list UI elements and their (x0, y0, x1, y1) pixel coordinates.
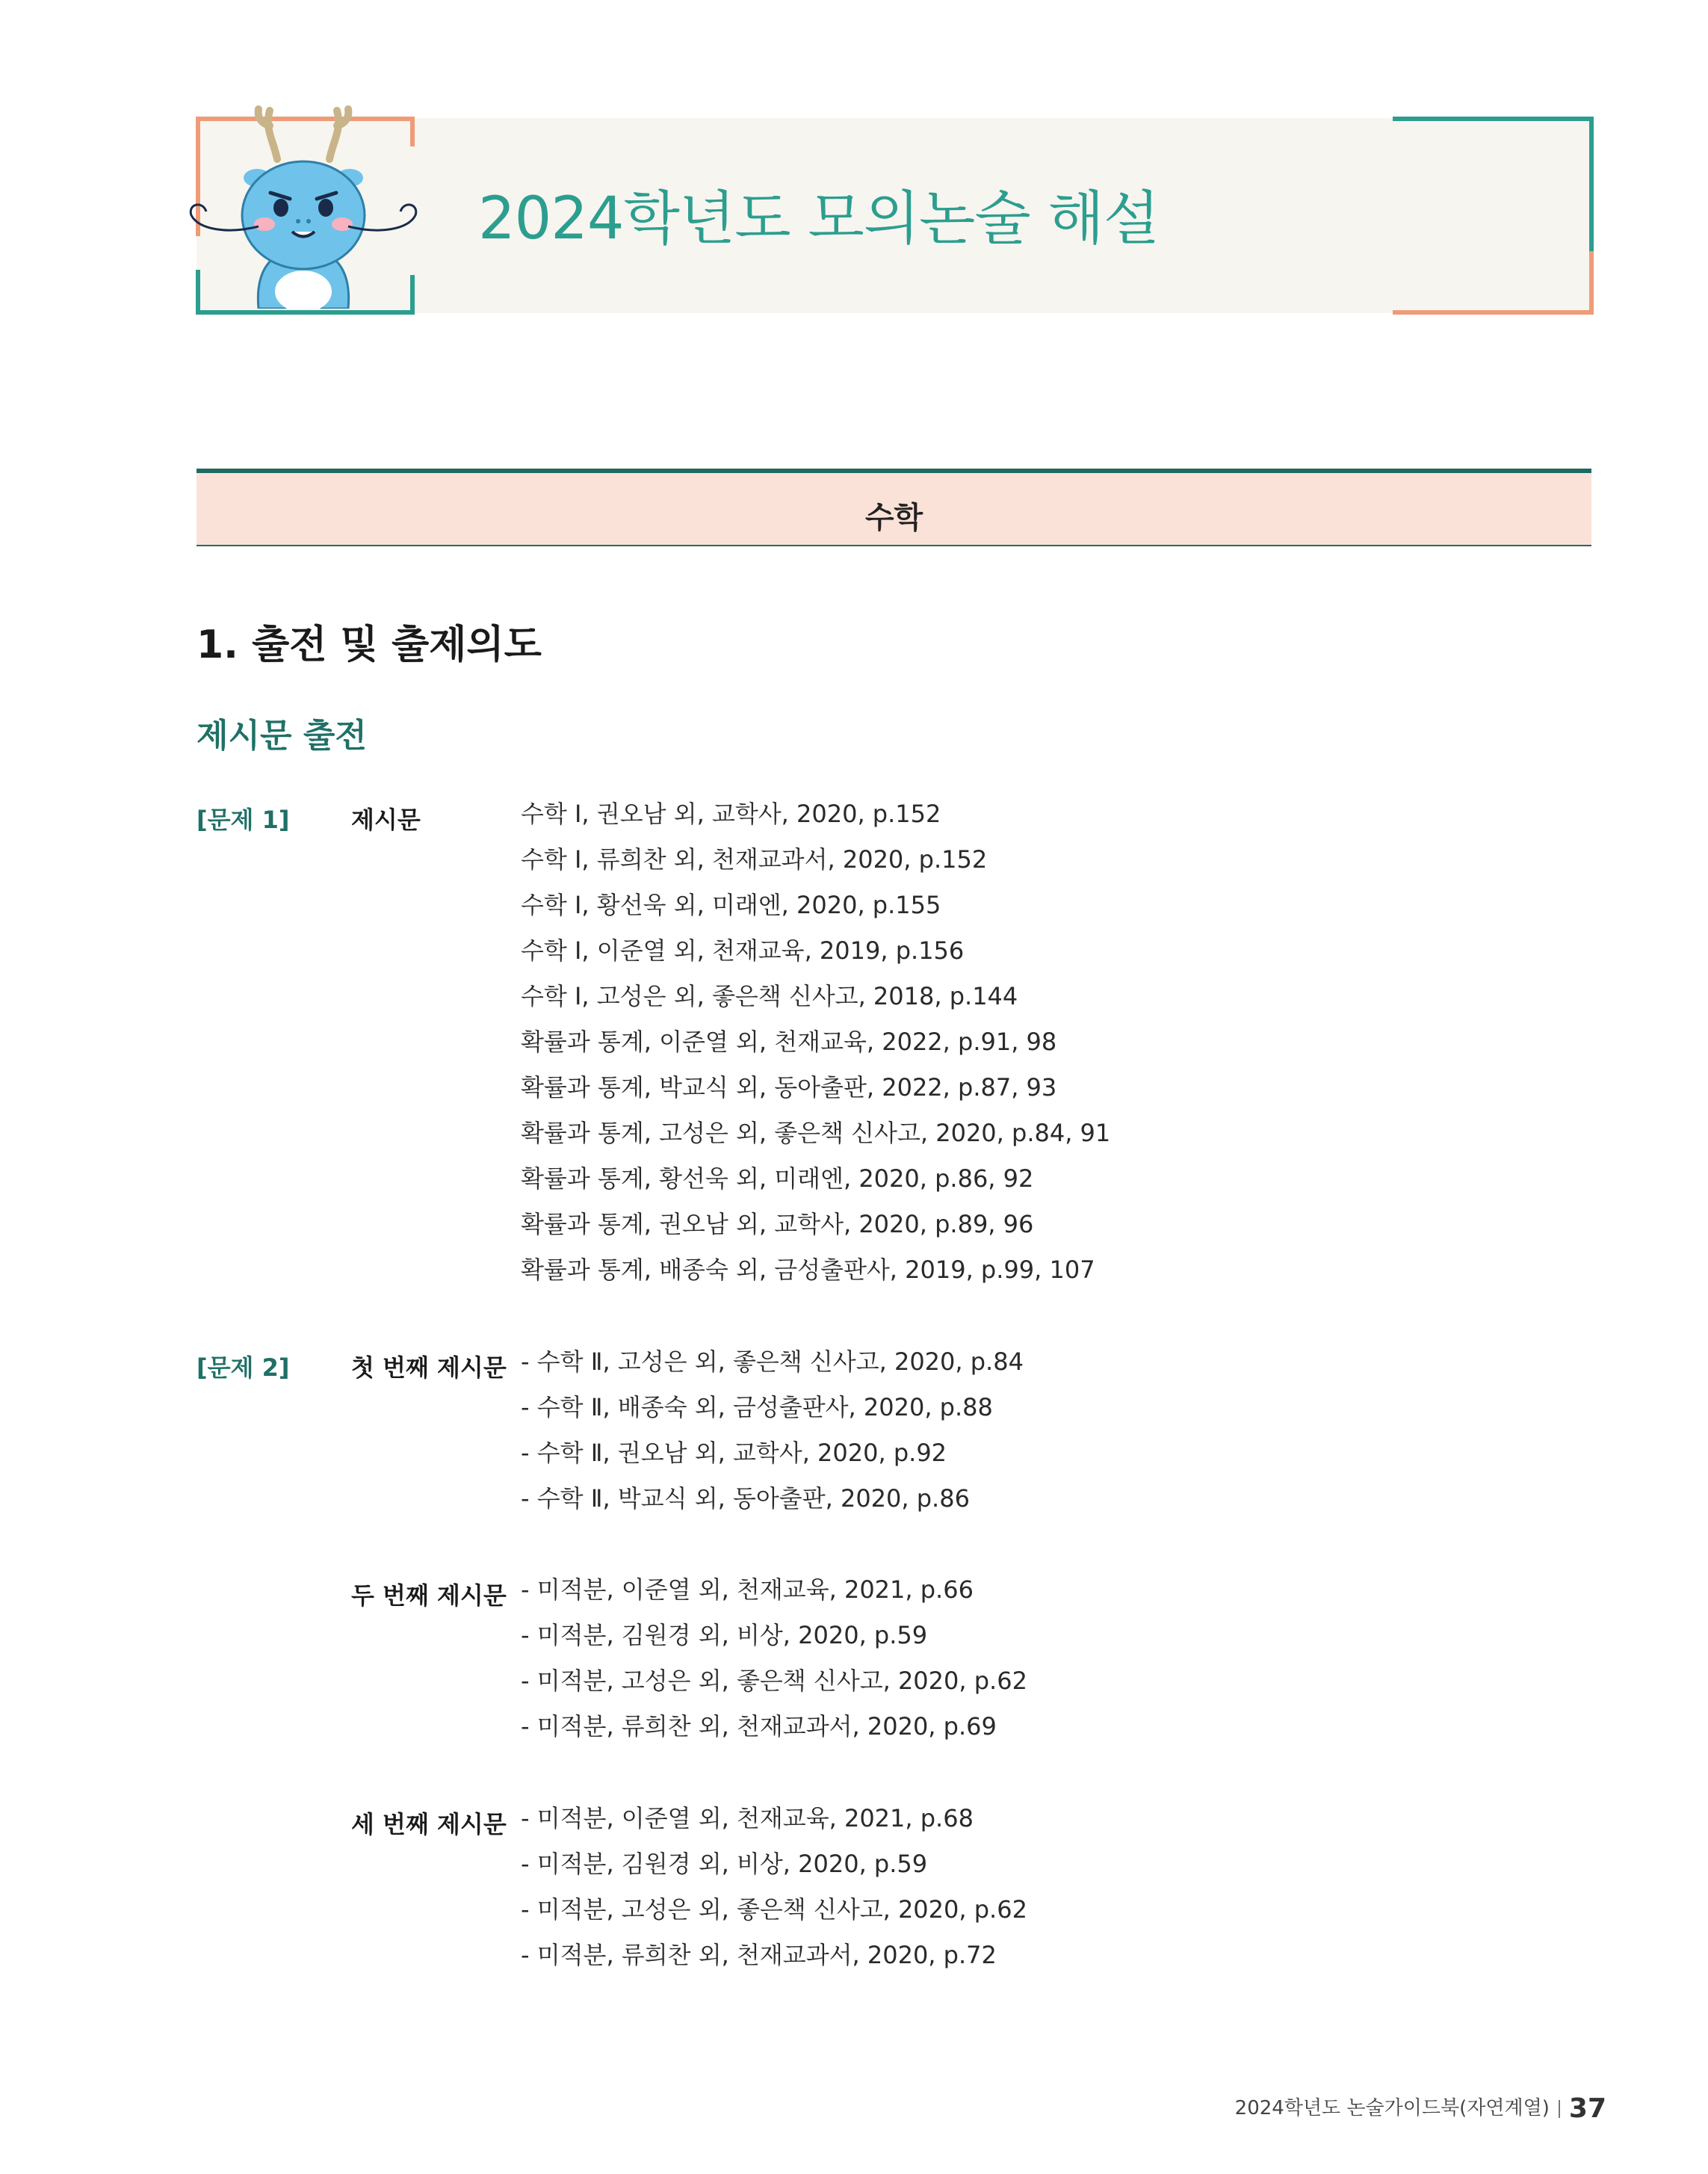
reference-item: - 미적분, 김원경 외, 비상, 2020, p.59 (521, 1850, 928, 1878)
reference-item: 확률과 통계, 황선욱 외, 미래엔, 2020, p.86, 92 (521, 1164, 1034, 1193)
right-frame-bracket (1393, 117, 1594, 315)
reference-item: - 미적분, 이준열 외, 천재교육, 2021, p.66 (521, 1575, 974, 1604)
footer-book-title: 2024학년도 논술가이드북(자연계열) (1234, 2097, 1550, 2119)
reference-item: 확률과 통계, 박교식 외, 동아출판, 2022, p.87, 93 (521, 1073, 1057, 1102)
reference-item: - 미적분, 류희찬 외, 천재교과서, 2020, p.72 (521, 1941, 997, 1969)
reference-item: 수학 Ⅰ, 이준열 외, 천재교육, 2019, p.156 (521, 936, 965, 965)
reference-item: 수학 Ⅰ, 고성은 외, 좋은책 신사고, 2018, p.144 (521, 982, 1018, 1010)
problem-2-passage-2-reference-list (521, 1567, 1027, 1750)
page-footer (1235, 2093, 1606, 2124)
page-title: 2024학년도 모의논술 해설 (478, 185, 1160, 253)
problem-2-label: [문제 2] (197, 1353, 290, 1382)
reference-item: - 수학 Ⅱ, 배종숙 외, 금성출판사, 2020, p.88 (521, 1393, 993, 1421)
reference-item: 수학 Ⅰ, 황선욱 외, 미래엔, 2020, p.155 (521, 891, 941, 919)
dragon-mascot-icon (169, 96, 438, 309)
page-number: 37 (1568, 2093, 1606, 2124)
problem-2-passage-3-label: 세 번째 제시문 (351, 1810, 507, 1838)
heading-sources-and-intent: 1. 출전 및 출제의도 (197, 623, 542, 667)
reference-item: - 미적분, 고성은 외, 좋은책 신사고, 2020, p.62 (521, 1895, 1027, 1924)
reference-item: 확률과 통계, 고성은 외, 좋은책 신사고, 2020, p.84, 91 (521, 1119, 1111, 1147)
problem-1-label: [문제 1] (197, 806, 290, 834)
reference-item: 확률과 통계, 배종숙 외, 금성출판사, 2019, p.99, 107 (521, 1256, 1095, 1284)
heading-passage-sources: 제시문 출전 (197, 717, 367, 755)
reference-item: 수학 Ⅰ, 권오남 외, 교학사, 2020, p.152 (521, 800, 941, 828)
problem-1-reference-list (521, 791, 1110, 1293)
problem-2-passage-1-label: 첫 번째 제시문 (351, 1353, 507, 1382)
problem-2-passage-1-reference-list (521, 1339, 1024, 1522)
reference-item: 수학 Ⅰ, 류희찬 외, 천재교과서, 2020, p.152 (521, 845, 988, 874)
reference-item: - 미적분, 고성은 외, 좋은책 신사고, 2020, p.62 (521, 1667, 1027, 1695)
reference-item: - 미적분, 류희찬 외, 천재교과서, 2020, p.69 (521, 1712, 997, 1741)
problem-2-passage-2-label: 두 번째 제시문 (351, 1581, 507, 1610)
reference-item: - 수학 Ⅱ, 박교식 외, 동아출판, 2020, p.86 (521, 1484, 970, 1513)
footer-separator (1559, 2100, 1560, 2118)
reference-item: - 미적분, 이준열 외, 천재교육, 2021, p.68 (521, 1804, 974, 1832)
problem-2-passage-3-reference-list (521, 1796, 1027, 1978)
reference-item: - 수학 Ⅱ, 고성은 외, 좋은책 신사고, 2020, p.84 (521, 1347, 1024, 1376)
reference-item: - 수학 Ⅱ, 권오남 외, 교학사, 2020, p.92 (521, 1439, 947, 1467)
problem-1-passage-label: 제시문 (351, 806, 421, 834)
reference-item: 확률과 통계, 이준열 외, 천재교육, 2022, p.91, 98 (521, 1028, 1057, 1056)
section-title: 수학 (864, 501, 923, 535)
reference-item: 확률과 통계, 권오남 외, 교학사, 2020, p.89, 96 (521, 1210, 1034, 1238)
section-band (197, 469, 1591, 546)
reference-item: - 미적분, 김원경 외, 비상, 2020, p.59 (521, 1621, 928, 1649)
